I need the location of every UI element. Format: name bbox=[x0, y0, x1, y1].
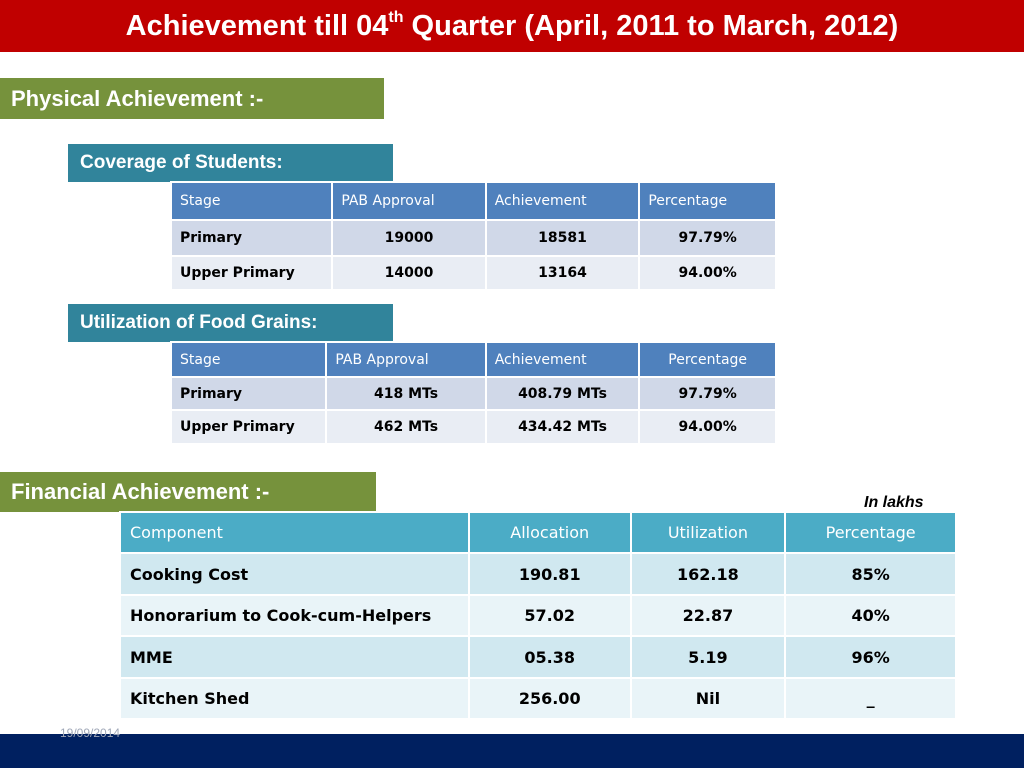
table-cell: Upper Primary bbox=[171, 410, 326, 444]
table-cell: Primary bbox=[171, 377, 326, 410]
table-cell: 22.87 bbox=[631, 595, 786, 636]
table-cell: 256.00 bbox=[469, 678, 631, 719]
table-cell: Kitchen Shed bbox=[120, 678, 469, 719]
coverage-header-pab: PAB Approval bbox=[332, 182, 485, 220]
table-row bbox=[120, 678, 956, 719]
table-cell: 408.79 MTs bbox=[486, 377, 640, 410]
table-cell: 94.00% bbox=[639, 256, 776, 290]
slide-title bbox=[0, 0, 1024, 52]
coverage-label: Coverage of Students: bbox=[68, 144, 393, 182]
table-cell: Honorarium to Cook-cum-Helpers bbox=[120, 595, 469, 636]
table-cell: 05.38 bbox=[469, 636, 631, 678]
financial-header-percentage: Percentage bbox=[785, 512, 956, 553]
table-cell: 462 MTs bbox=[326, 410, 485, 444]
table-cell: Cooking Cost bbox=[120, 553, 469, 595]
table-row bbox=[171, 256, 776, 290]
coverage-header-percentage: Percentage bbox=[639, 182, 776, 220]
table-row bbox=[120, 595, 956, 636]
footer-bar bbox=[0, 734, 1024, 768]
food-grains-label: Utilization of Food Grains: bbox=[68, 304, 393, 342]
title-prefix: Achievement till 04 bbox=[125, 10, 389, 42]
table-cell: Upper Primary bbox=[171, 256, 332, 290]
table-row bbox=[171, 410, 776, 444]
table-cell: 94.00% bbox=[639, 410, 776, 444]
table-cell: 19000 bbox=[332, 220, 485, 256]
table-cell: 57.02 bbox=[469, 595, 631, 636]
coverage-header-stage: Stage bbox=[171, 182, 332, 220]
table-cell: 18581 bbox=[486, 220, 640, 256]
food-header-pab: PAB Approval bbox=[326, 342, 485, 377]
food-header-percentage: Percentage bbox=[639, 342, 776, 377]
table-cell: 14000 bbox=[332, 256, 485, 290]
food-header-stage: Stage bbox=[171, 342, 326, 377]
physical-achievement-label: Physical Achievement :- bbox=[0, 78, 384, 119]
footer-date: 19/09/2014 bbox=[60, 726, 121, 740]
financial-header-utilization: Utilization bbox=[631, 512, 786, 553]
table-row bbox=[171, 220, 776, 256]
coverage-header-achievement: Achievement bbox=[486, 182, 640, 220]
table-cell: 40% bbox=[785, 595, 956, 636]
table-cell: 418 MTs bbox=[326, 377, 485, 410]
table-cell: 162.18 bbox=[631, 553, 786, 595]
title-suffix: Quarter (April, 2011 to March, 2012) bbox=[403, 10, 899, 42]
unit-note: In lakhs bbox=[864, 494, 924, 511]
table-cell: 190.81 bbox=[469, 553, 631, 595]
food-header-achievement: Achievement bbox=[486, 342, 640, 377]
food-grains-table bbox=[170, 341, 777, 445]
table-cell: 97.79% bbox=[639, 220, 776, 256]
table-cell: 5.19 bbox=[631, 636, 786, 678]
financial-header-component: Component bbox=[120, 512, 469, 553]
table-cell: _ bbox=[785, 678, 956, 719]
table-cell: Nil bbox=[631, 678, 786, 719]
financial-table bbox=[119, 511, 957, 720]
table-row bbox=[171, 377, 776, 410]
financial-header-allocation: Allocation bbox=[469, 512, 631, 553]
table-cell: 97.79% bbox=[639, 377, 776, 410]
title-superscript: th bbox=[388, 9, 404, 27]
table-cell: 96% bbox=[785, 636, 956, 678]
table-row bbox=[120, 636, 956, 678]
table-cell: MME bbox=[120, 636, 469, 678]
table-cell: 434.42 MTs bbox=[486, 410, 640, 444]
table-row bbox=[120, 553, 956, 595]
table-cell: Primary bbox=[171, 220, 332, 256]
financial-achievement-label: Financial Achievement :- bbox=[0, 472, 376, 512]
table-cell: 13164 bbox=[486, 256, 640, 290]
coverage-table bbox=[170, 181, 777, 291]
table-cell: 85% bbox=[785, 553, 956, 595]
